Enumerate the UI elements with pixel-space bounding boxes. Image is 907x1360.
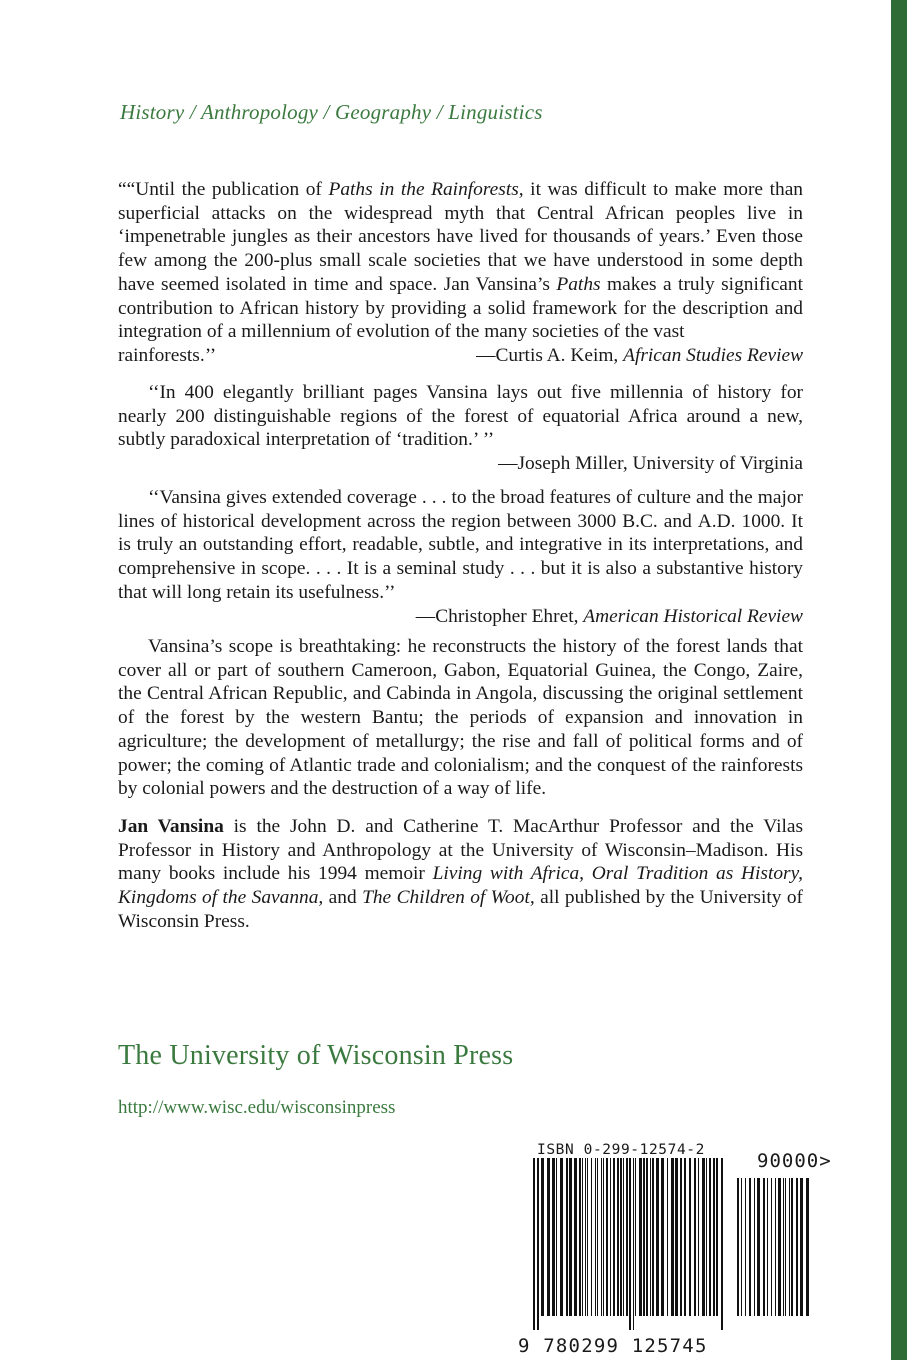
- era-label: B.C.: [622, 510, 658, 532]
- barcode-bar: [689, 1158, 691, 1316]
- quote-last-line: [118, 344, 803, 368]
- barcode-bar: [579, 1158, 581, 1316]
- barcode-bar: [671, 1158, 674, 1316]
- barcode-bar: [613, 1158, 615, 1316]
- barcode-bar: [785, 1178, 786, 1316]
- quote-text-part: ‘‘Vansina gives extended coverage . . . to the broad features of culture and the major lines of historical development across the region between 3000: [118, 487, 803, 532]
- barcode-bar: [684, 1158, 686, 1316]
- book-titles: Living with Africa, Oral Tradition as History, Kingdoms of the Savanna,: [118, 863, 803, 909]
- book-title-short: Paths: [556, 273, 601, 295]
- barcode-bar: [763, 1178, 765, 1316]
- barcode-bar: [623, 1158, 624, 1316]
- barcode-bar: [749, 1178, 751, 1316]
- barcode-bar: [560, 1158, 563, 1316]
- bio-text-part: all published by the University of Wisconsin Press.: [118, 887, 803, 932]
- era-label: A.D.: [697, 510, 736, 532]
- quote-text-part: ““Until the publication of: [118, 179, 329, 200]
- quote-text-end: rainforests.’’: [118, 344, 217, 366]
- quote-text-part: makes a truly significant contribution to African history by providing a solid framework for the description and integration of a millennium of evolution of the many societies of the vast: [118, 273, 803, 343]
- barcode-bar: [796, 1178, 798, 1316]
- barcode-bar: [620, 1158, 622, 1316]
- barcode-bar: [587, 1158, 588, 1316]
- barcode-bar: [667, 1158, 668, 1316]
- barcode-bar: [650, 1158, 651, 1316]
- barcode-bar: [617, 1158, 619, 1316]
- publisher-name: The University of Wisconsin Press: [118, 1040, 514, 1071]
- barcode-bar: [591, 1158, 592, 1316]
- barcode-bar: [533, 1158, 535, 1330]
- barcode-bar: [721, 1158, 723, 1330]
- barcode-bar: [737, 1178, 739, 1316]
- quote-text-part: it was difficult to make more than superficial attacks on the widespread myth that Central African peoples live in ‘impenetrable jungles as their ancestors have lived for thousands of years.’ Even those few among the 200-plus small scale societies that we have understood in some depth have seemed isolated in time and space. Jan Vansina’s: [118, 179, 803, 295]
- barcode-bar: [629, 1158, 631, 1330]
- barcode-bar: [713, 1158, 715, 1316]
- barcode-bar: [541, 1158, 544, 1316]
- review-source: American Historical Review: [583, 605, 803, 627]
- publisher-url[interactable]: http://www.wisc.edu/wisconsinpress: [118, 1097, 396, 1118]
- quote-text-part: and: [657, 510, 698, 532]
- barcode-bar: [806, 1178, 809, 1316]
- barcode-bar: [709, 1158, 711, 1316]
- barcode-bar: [626, 1158, 628, 1316]
- barcode-bar: [595, 1158, 596, 1316]
- barcode-bar: [800, 1178, 803, 1316]
- barcode-bar: [702, 1158, 705, 1316]
- barcode-bar: [603, 1158, 604, 1316]
- barcode-bar: [566, 1158, 568, 1316]
- author-bio-text: [118, 815, 803, 934]
- isbn-label: ISBN 0-299-12574-2: [537, 1142, 705, 1158]
- review-quote-miller: [118, 381, 803, 476]
- book-title: Paths in the Rainforests,: [328, 179, 524, 200]
- barcode-bar: [569, 1158, 572, 1316]
- barcode-bar: [643, 1158, 645, 1316]
- quote-text: [118, 486, 803, 605]
- barcode-bar: [585, 1158, 586, 1316]
- barcode-bar: [556, 1158, 557, 1316]
- barcode-bar: [547, 1158, 550, 1316]
- ean-barcode: [533, 1158, 728, 1330]
- barcode-bar: [789, 1178, 790, 1316]
- subject-categories: History / Anthropology / Geography / Linguistics: [120, 100, 543, 124]
- quote-attribution: [118, 605, 803, 629]
- quote-text: [118, 178, 803, 344]
- barcode-bar: [767, 1178, 768, 1316]
- book-title: The Children of Woot,: [362, 887, 535, 909]
- barcode-bar: [656, 1158, 659, 1316]
- barcode-bar: [597, 1158, 598, 1316]
- barcode-bar: [791, 1178, 793, 1316]
- barcode-bar: [582, 1158, 583, 1316]
- barcode-bar: [652, 1158, 654, 1316]
- barcode-bar: [661, 1158, 664, 1316]
- bio-text-part: is the John D. and Catherine T. MacArthur Professor and the Vilas Professor in History and Anthropology at the University of Wisconsin–Madison. His many books include his 1994 memoir: [118, 816, 803, 885]
- addon-digits: 90000>: [757, 1150, 832, 1172]
- reviewer-name: —Christopher Ehret,: [415, 605, 584, 627]
- barcode-bar: [552, 1158, 555, 1316]
- quote-attribution: [476, 344, 803, 368]
- barcode-bar: [610, 1158, 611, 1316]
- barcode-bar: [635, 1158, 636, 1316]
- addon-barcode: [737, 1178, 812, 1330]
- barcode-bar: [646, 1158, 648, 1316]
- barcode-bar: [706, 1158, 707, 1316]
- review-quote-ehret: [118, 486, 803, 628]
- spine-color-band: [891, 0, 907, 1360]
- barcode-bar: [694, 1158, 696, 1316]
- barcode-bar: [783, 1178, 784, 1316]
- barcode-bar: [633, 1158, 634, 1330]
- author-name: Jan Vansina: [118, 816, 224, 837]
- barcode-bar: [537, 1158, 539, 1330]
- bio-text-part: and: [323, 887, 363, 909]
- barcode-bar: [778, 1178, 781, 1316]
- barcode-bar: [716, 1158, 718, 1316]
- barcode-bar: [574, 1158, 577, 1316]
- quote-text-part: 1000. It is truly an outstanding effort, readable, subtle, and integrative in its interpretations, and comprehensive in scope. . . . It is a seminal study . . . but it is also a substantive history that will long retain its usefulness.’’: [118, 510, 803, 603]
- barcode-bar: [606, 1158, 608, 1316]
- barcode-bar: [775, 1178, 776, 1316]
- quote-attribution: —Joseph Miller, University of Virginia: [498, 453, 803, 475]
- barcode-bar: [680, 1158, 682, 1316]
- book-description: [118, 635, 803, 801]
- barcode-bar: [741, 1178, 742, 1316]
- quote-text: ‘‘In 400 elegantly brilliant pages Vansina lays out five millennia of history for nearly 200 distinguishable regions of the forest of equatorial Africa around a new, subtly paradoxical interpretation of ‘tradition.’ ’’: [118, 382, 803, 451]
- description-text: Vansina’s scope is breathtaking: he reconstructs the history of the forest lands that cover all or part of southern Cameroon, Gabon, Equatorial Guinea, the Congo, Zaire, the Central African Republic, and Cabinda in Angola, discussing the original settlement of the forest by the western Bantu; the periods of expansion and innovation in agriculture; the development of metallurgy; the rise and fall of political forms and of power; the coming of Atlantic trade and colonialism; and the conquest of the rainforests by colonial powers and the destruction of a way of life.: [118, 636, 803, 800]
- review-source: African Studies Review: [623, 344, 803, 366]
- barcode-bar: [639, 1158, 642, 1316]
- barcode-bar: [601, 1158, 602, 1316]
- ean-digits: 9 780299 125745: [518, 1335, 708, 1357]
- review-quote-keim: [118, 178, 803, 368]
- barcode-bar: [698, 1158, 699, 1316]
- barcode-bar: [675, 1158, 678, 1316]
- barcode-bar: [757, 1178, 760, 1316]
- barcode-bar: [754, 1178, 755, 1316]
- author-bio: [118, 815, 803, 934]
- barcode-bar: [745, 1178, 746, 1316]
- barcode-bar: [771, 1178, 772, 1316]
- reviewer-name: —Curtis A. Keim,: [476, 344, 624, 366]
